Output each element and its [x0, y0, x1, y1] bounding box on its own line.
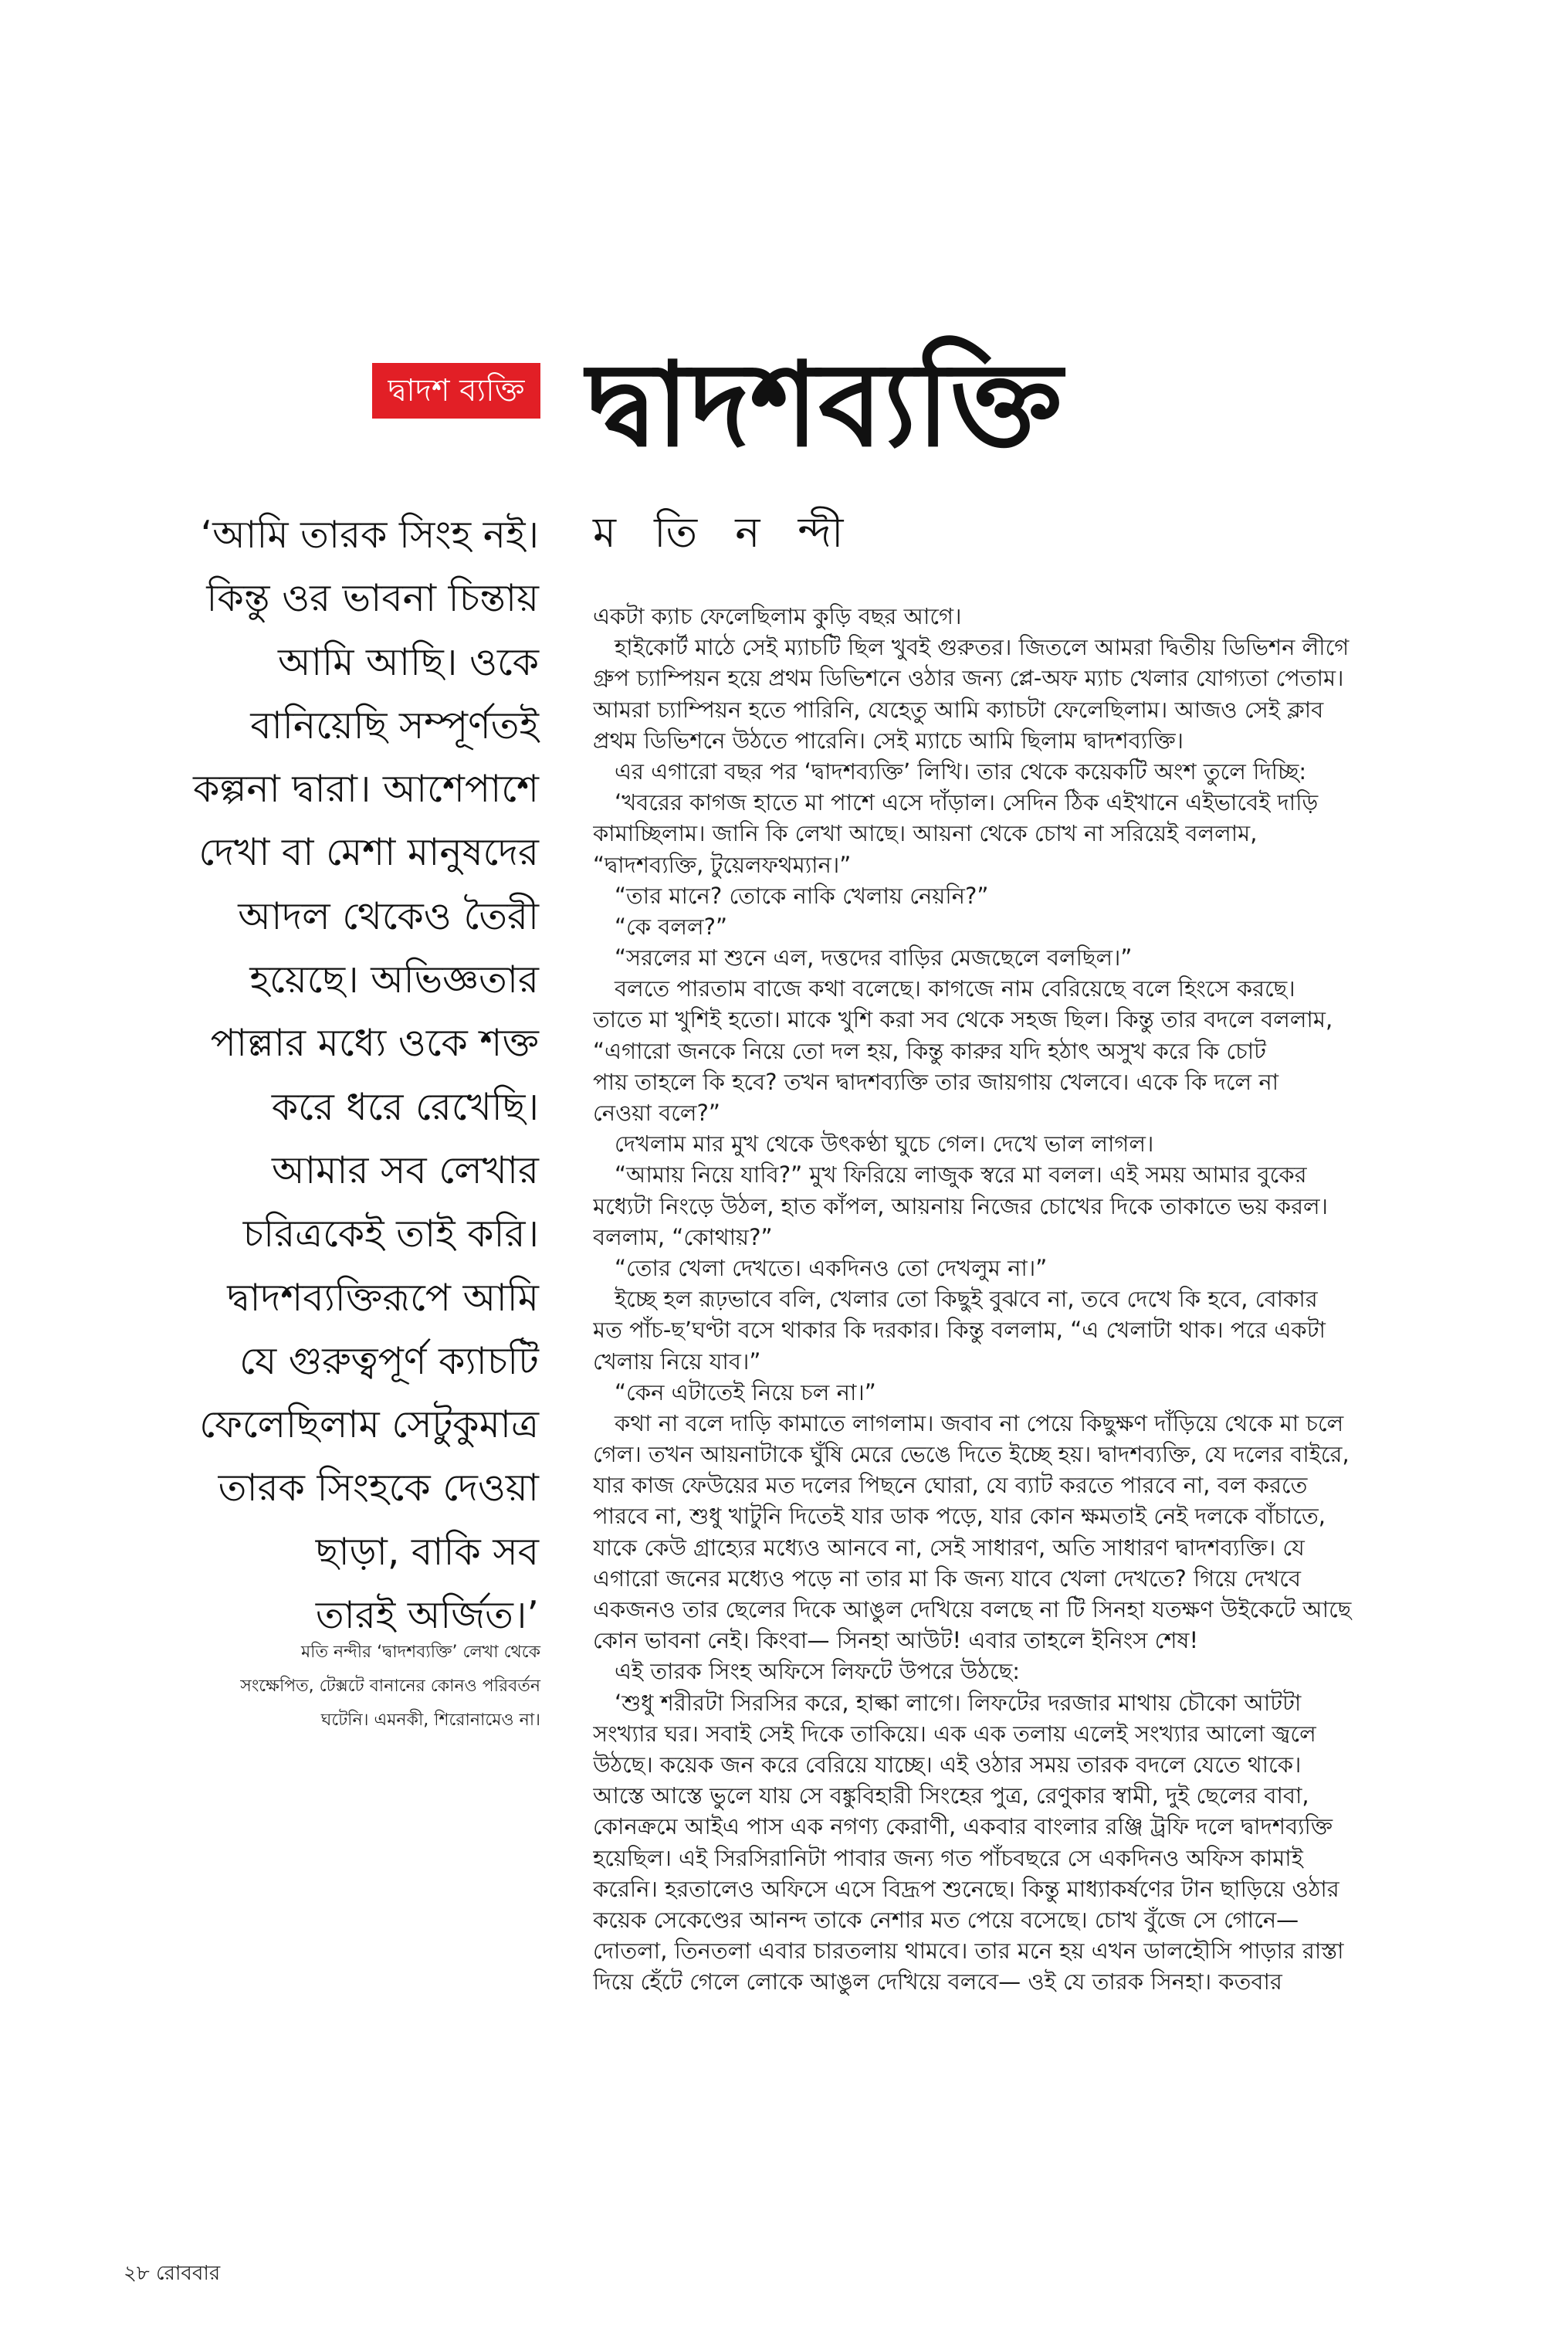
pull-quote-line: কিন্তু ওর ভাবনা চিন্তায় [206, 576, 539, 621]
page-folio: ২৮ রোববার [124, 2262, 221, 2285]
pull-quote-line: ছাড়া, বাকি সব [315, 1529, 539, 1574]
body-line: “তোর খেলা দেখতে। একদিনও তো দেখলুম না।” [615, 1254, 1048, 1281]
pull-quote-line: যে গুরুত্বপূর্ণ ক্যাচটি [239, 1338, 539, 1383]
body-line: দিয়ে হেঁটে গেলে লোকে আঙুল দেখিয়ে বলবে— ওই যে তারক সিনহা। কতবার [593, 1968, 1282, 1995]
body-line: যাকে কেউ গ্রাহ্যের মধ্যেও আনবে না, সেই সাধারণ, অতি সাধারণ দ্বাদশব্যক্তি। যে [593, 1534, 1305, 1561]
body-line: “কেন এটাতেই নিয়ে চল না।” [615, 1378, 876, 1405]
body-line: একটা ক্যাচ ফেলেছিলাম কুড়ি বছর আগে। [593, 603, 962, 629]
pull-quote-line: চরিত্রকেই তাই করি। [242, 1212, 539, 1256]
pull-quote-line: দেখা বা মেশা মানুষদের [198, 830, 539, 875]
body-line: গেল। তখন আয়নাটাকে ঘুঁষি মেরে ভেঙে দিতে ইচ্ছে হয়। দ্বাদশব্যক্তি, যে দলের বাইরে, [593, 1441, 1350, 1468]
body-line: কোন ভাবনা নেই। কিংবা— সিনহা আউট! এবার তাহলে ইনিংস শেষ! [593, 1627, 1199, 1654]
body-line: ‘শুধু শরীরটা সিরসির করে, হাল্কা লাগে। লিফটের দরজার মাথায় চৌকো আটটা [615, 1689, 1302, 1716]
body-line: মত পাঁচ-ছ’ঘণ্টা বসে থাকার কি দরকার। কিন্তু বললাম, “এ খেলাটা থাক। পরে একটা [593, 1317, 1326, 1344]
body-line: “আমায় নিয়ে যাবি?” মুখ ফিরিয়ে লাজুক স্বরে মা বলল। এই সময় আমার বুকের [615, 1161, 1307, 1188]
body-line: “সরলের মা শুনে এল, দত্তদের বাড়ির মেজছেলে বলছিল।” [615, 944, 1133, 971]
body-line: উঠছে। কয়েক জন করে বেরিয়ে যাচ্ছে। এই ওঠার সময় তারক বদলে যেতে থাকে। [593, 1751, 1302, 1778]
source-note-line: ঘটেনি। এমনকী, শিরোনামেও না। [320, 1711, 540, 1730]
pull-quote-line: দ্বাদশব্যক্তিরূপে আমি [227, 1275, 539, 1320]
author-name: ম তি ন ন্দী [593, 508, 856, 557]
body-line: মধ্যেটা নিংড়ে উঠল, হাত কাঁপল, আয়নায় নিজের চোখের দিকে তাকাতে ভয় করল। [593, 1192, 1329, 1219]
body-line: “এগারো জনকে নিয়ে তো দল হয়, কিন্তু কারুর যদি হঠাৎ অসুখ করে কি চোট [593, 1037, 1266, 1064]
body-line: কয়েক সেকেণ্ডের আনন্দ তাকে নেশার মত পেয়ে বসেছে। চোখ বুঁজে সে গোনে— [593, 1906, 1299, 1933]
pull-quote-line: পাল্লার মধ্যে ওকে শক্ত [210, 1021, 539, 1066]
body-line: দেখলাম মার মুখ থেকে উৎকণ্ঠা ঘুচে গেল। দেখে ভাল লাগল। [615, 1131, 1154, 1158]
body-line: করেনি। হরতালেও অফিসে এসে বিদ্রূপ শুনেছে। কিন্তু মাধ্যাকর্ষণের টান ছাড়িয়ে ওঠার [593, 1875, 1339, 1902]
body-line: হাইকোর্ট মাঠে সেই ম্যাচটি ছিল খুবই গুরুতর। জিতলে আমরা দ্বিতীয় ডিভিশন লীগে [615, 634, 1350, 661]
body-line: “তার মানে? তোকে নাকি খেলায় নেয়নি?” [615, 882, 989, 909]
body-line: যার কাজ ফেউয়ের মত দলের পিছনে ঘোরা, যে ব্যাট করতে পারবে না, বল করতে [593, 1472, 1308, 1499]
pull-quote-line: আদল থেকেও তৈরী [238, 893, 539, 938]
body-line: পায় তাহলে কি হবে? তখন দ্বাদশব্যক্তি তার জায়গায় খেলবে। একে কি দলে না [593, 1068, 1279, 1095]
body-line: এর এগারো বছর পর ‘দ্বাদশব্যক্তি’ লিখি। তার থেকে কয়েকটি অংশ তুলে দিচ্ছি: [615, 758, 1307, 785]
body-line: দোতলা, তিনতলা এবার চারতলায় থামবে। তার মনে হয় এখন ডালহৌসি পাড়ার রাস্তা [593, 1938, 1344, 1965]
body-line: এগারো জনের মধ্যেও পড়ে না তার মা কি জন্য যাবে খেলা দেখতে? গিয়ে দেখবে [593, 1565, 1302, 1592]
article-title: দ্বাদশব্যক্তি [587, 338, 1062, 473]
body-line: “কে বলল?” [615, 913, 728, 940]
pull-quote-line: তারক সিংহকে দেওয়া [218, 1466, 539, 1511]
body-line: সংখ্যার ঘর। সবাই সেই দিকে তাকিয়ে। এক এক তলায় এলেই সংখ্যার আলো জ্বলে [593, 1720, 1316, 1747]
body-line: একজনও তার ছেলের দিকে আঙুল দেখিয়ে বলছে না টি সিনহা যতক্ষণ উইকেটে আছে [593, 1596, 1352, 1622]
body-line: বললাম, “কোথায়?” [593, 1223, 773, 1250]
body-line: প্রথম ডিভিশনে উঠতে পারেনি। সেই ম্যাচে আমি ছিলাম দ্বাদশব্যক্তি। [593, 727, 1184, 754]
pull-quote-line: কল্পনা দ্বারা। আশেপাশে [193, 767, 539, 812]
body-line: ‘খবরের কাগজ হাতে মা পাশে এসে দাঁড়াল। সেদিন ঠিক এইখানে এইভাবেই দাড়ি [615, 789, 1319, 816]
body-line: গ্রুপ চ্যাম্পিয়ন হয়ে প্রথম ডিভিশনে ওঠার জন্য প্লে-অফ ম্যাচ খেলার যোগ্যতা পেতাম। [593, 665, 1344, 692]
body-line: নেওয়া বলে?” [593, 1100, 720, 1126]
pull-quote-line: হয়েছে। অভিজ্ঞতার [249, 958, 539, 1002]
pull-quote-line: ফেলেছিলাম সেটুকুমাত্র [199, 1402, 539, 1447]
body-line: পারবে না, শুধু খাটুনি দিতেই যার ডাক পড়ে, যার কোন ক্ষমতাই নেই দলকে বাঁচাতে, [593, 1503, 1326, 1530]
body-line: “দ্বাদশব্যক্তি, টুয়েলফথম্যান।” [593, 851, 852, 878]
body-line: কোনক্রমে আইএ পাস এক নগণ্য কেরাণী, একবার বাংলার রঞ্জি ট্রফি দলে দ্বাদশব্যক্তি [593, 1813, 1333, 1840]
pull-quote [108, 504, 539, 1647]
body-line: আস্তে আস্তে ভুলে যায় সে বঙ্কুবিহারী সিংহের পুত্র, রেণুকার স্বামী, দুই ছেলের বাবা, [593, 1782, 1309, 1809]
article-body [593, 601, 1444, 1997]
pull-quote-line: আমি আছি। ওকে [278, 639, 539, 684]
pull-quote-line: তারই অর্জিত।’ [315, 1593, 539, 1638]
source-note-line: মতি নন্দীর ‘দ্বাদশব্যক্তি’ লেখা থেকে [300, 1643, 540, 1662]
body-line: কামাচ্ছিলাম। জানি কি লেখা আছে। আয়না থেকে চোখ না সরিয়েই বললাম, [593, 820, 1258, 847]
section-tag: দ্বাদশ ব্যক্তি [372, 363, 540, 419]
pull-quote-line: করে ধরে রেখেছি। [271, 1084, 539, 1129]
body-line: তাতে মা খুশিই হতো। মাকে খুশি করা সব থেকে সহজ ছিল। কিন্তু তার বদলে বললাম, [593, 1006, 1333, 1033]
body-line: খেলায় নিয়ে যাব।” [593, 1348, 761, 1375]
pull-quote-line: আমার সব লেখার [271, 1148, 539, 1192]
pull-quote-line: ‘আমি তারক সিংহ নই। [200, 513, 539, 557]
pull-quote-line: বানিয়েছি সম্পূর্ণতই [250, 703, 539, 748]
body-line: আমরা চ্যাম্পিয়ন হতে পারিনি, যেহেতু আমি ক্যাচটা ফেলেছিলাম। আজও সেই ক্লাব [593, 696, 1324, 723]
source-note-line: সংক্ষেপিত, টেক্সটে বানানের কোনও পরিবর্তন [240, 1677, 540, 1696]
body-line: বলতে পারতাম বাজে কথা বলেছে। কাগজে নাম বেরিয়েছে বলে হিংসে করছে। [615, 975, 1295, 1002]
body-line: এই তারক সিংহ অফিসে লিফটে উপরে উঠছে: [615, 1658, 1020, 1685]
source-note [139, 1636, 540, 1738]
body-line: ইচ্ছে হল রূঢ়ভাবে বলি, খেলার তো কিছুই বুঝবে না, তবে দেখে কি হবে, বোকার [615, 1286, 1318, 1313]
body-line: হয়েছিল। এই সিরসিরানিটা পাবার জন্য গত পাঁচবছরে সে একদিনও অফিস কামাই [593, 1844, 1303, 1871]
body-line: কথা না বলে দাড়ি কামাতে লাগলাম। জবাব না পেয়ে কিছুক্ষণ দাঁড়িয়ে থেকে মা চলে [615, 1409, 1344, 1436]
